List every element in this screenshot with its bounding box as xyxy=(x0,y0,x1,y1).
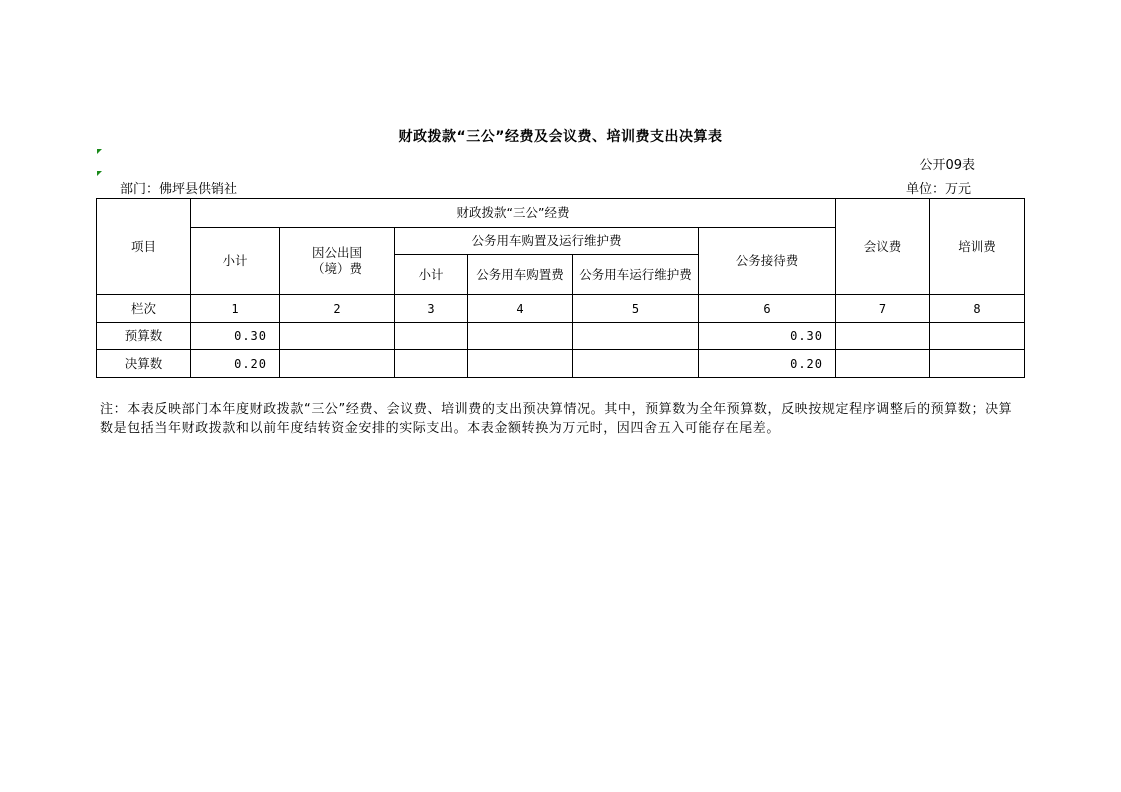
header-meeting: 会议费 xyxy=(836,199,930,295)
cell-comment-marker xyxy=(97,171,102,176)
table-cell xyxy=(836,323,930,350)
row-label: 栏次 xyxy=(97,295,191,323)
header-sangong-group: 财政拨款“三公”经费 xyxy=(191,199,836,228)
header-subtotal: 小计 xyxy=(191,228,280,295)
table-cell: 1 xyxy=(191,295,280,323)
table-cell xyxy=(280,350,395,378)
table-cell: 5 xyxy=(573,295,699,323)
report-title: 财政拨款“三公”经费及会议费、培训费支出决算表 xyxy=(398,129,723,145)
table-row xyxy=(97,350,1025,378)
table-cell xyxy=(836,350,930,378)
unit-label: 单位：万元 xyxy=(905,182,971,197)
header-vehicle-subtotal: 小计 xyxy=(395,255,468,295)
header-reception: 公务接待费 xyxy=(699,228,836,295)
table-cell xyxy=(395,350,468,378)
table-cell xyxy=(573,323,699,350)
expenditure-table xyxy=(96,198,1025,378)
header-vehicle-group: 公务用车购置及运行维护费 xyxy=(395,228,699,255)
table-cell xyxy=(468,323,573,350)
table-cell: 3 xyxy=(395,295,468,323)
table-cell: 8 xyxy=(930,295,1025,323)
table-cell: 0.20 xyxy=(699,350,836,378)
table-code: 公开09表 xyxy=(919,158,975,173)
table-cell: 4 xyxy=(468,295,573,323)
header-item: 项目 xyxy=(97,199,191,295)
table-cell xyxy=(573,350,699,378)
table-row xyxy=(97,295,1025,323)
row-label: 预算数 xyxy=(97,323,191,350)
table-cell xyxy=(280,323,395,350)
table-cell: 7 xyxy=(836,295,930,323)
table-cell xyxy=(930,350,1025,378)
table-cell xyxy=(930,323,1025,350)
row-label: 决算数 xyxy=(97,350,191,378)
footnote: 注：本表反映部门本年度财政拨款“三公”经费、会议费、培训费的支出预决算情况。其中，预算数为全年预算数，反映按规定程序调整后的预算数；决算数是包括当年财政拨款和以前年度结转资金安排的实际支出。本表金额转换为万元时，因四舍五入可能存在尾差。 xyxy=(100,402,1013,436)
table-cell: 0.20 xyxy=(191,350,280,378)
cell-comment-marker xyxy=(97,149,102,154)
header-training: 培训费 xyxy=(930,199,1025,295)
table-cell: 0.30 xyxy=(191,323,280,350)
header-vehicle-operation: 公务用车运行维护费 xyxy=(573,255,699,295)
header-vehicle-purchase: 公务用车购置费 xyxy=(468,255,573,295)
table-cell: 6 xyxy=(699,295,836,323)
header-abroad: 因公出国（境）费 xyxy=(280,228,395,295)
table-cell xyxy=(395,323,468,350)
table-cell: 2 xyxy=(280,295,395,323)
table-row xyxy=(97,323,1025,350)
department-label: 部门：佛坪县供销社 xyxy=(120,182,238,197)
table-cell: 0.30 xyxy=(699,323,836,350)
table-cell xyxy=(468,350,573,378)
